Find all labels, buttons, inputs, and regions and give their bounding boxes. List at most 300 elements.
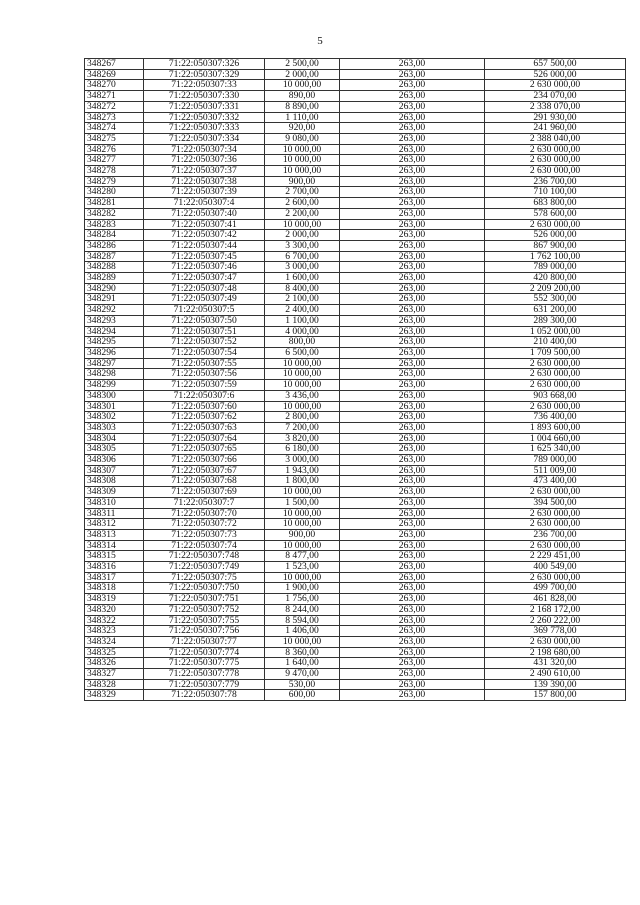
value-cell: 236 700,00	[485, 529, 626, 540]
rate-cell: 263,00	[340, 433, 485, 444]
cadastral-number-cell: 71:22:050307:7	[144, 497, 265, 508]
page-number: 5	[317, 35, 323, 47]
area-cell: 8 594,00	[265, 615, 340, 626]
cadastral-number-cell: 71:22:050307:775	[144, 658, 265, 669]
cadastral-number-cell: 71:22:050307:45	[144, 251, 265, 262]
row-number-cell: 348317	[85, 572, 144, 583]
value-cell: 1 004 660,00	[485, 433, 626, 444]
table-row	[85, 155, 626, 166]
value-cell: 461 828,00	[485, 594, 626, 605]
row-number-cell: 348313	[85, 529, 144, 540]
row-number-cell: 348292	[85, 305, 144, 316]
rate-cell: 263,00	[340, 497, 485, 508]
cadastral-number-cell: 71:22:050307:334	[144, 133, 265, 144]
cadastral-number-cell: 71:22:050307:60	[144, 401, 265, 412]
table-row	[85, 144, 626, 155]
area-cell: 10 000,00	[265, 144, 340, 155]
rate-cell: 263,00	[340, 647, 485, 658]
value-cell: 2 630 000,00	[485, 636, 626, 647]
value-cell: 736 400,00	[485, 412, 626, 423]
cadastral-number-cell: 71:22:050307:42	[144, 230, 265, 241]
value-cell: 552 300,00	[485, 294, 626, 305]
table-row	[85, 101, 626, 112]
area-cell: 10 000,00	[265, 540, 340, 551]
row-number-cell: 348324	[85, 636, 144, 647]
area-cell: 9 080,00	[265, 133, 340, 144]
row-number-cell: 348283	[85, 219, 144, 230]
rate-cell: 263,00	[340, 562, 485, 573]
area-cell: 8 890,00	[265, 101, 340, 112]
value-cell: 511 009,00	[485, 465, 626, 476]
table-row	[85, 380, 626, 391]
cadastral-number-cell: 71:22:050307:34	[144, 144, 265, 155]
area-cell: 10 000,00	[265, 380, 340, 391]
value-cell: 2 209 200,00	[485, 283, 626, 294]
cadastral-number-cell: 71:22:050307:36	[144, 155, 265, 166]
cadastral-number-cell: 71:22:050307:331	[144, 101, 265, 112]
table-row	[85, 358, 626, 369]
rate-cell: 263,00	[340, 615, 485, 626]
table-row	[85, 540, 626, 551]
area-cell: 10 000,00	[265, 401, 340, 412]
area-cell: 3 300,00	[265, 240, 340, 251]
row-number-cell: 348304	[85, 433, 144, 444]
cadastral-number-cell: 71:22:050307:44	[144, 240, 265, 251]
rate-cell: 263,00	[340, 294, 485, 305]
value-cell: 710 100,00	[485, 187, 626, 198]
row-number-cell: 348303	[85, 422, 144, 433]
area-cell: 920,00	[265, 123, 340, 134]
table-row	[85, 519, 626, 530]
row-number-cell: 348274	[85, 123, 144, 134]
table-body	[85, 59, 626, 701]
rate-cell: 263,00	[340, 112, 485, 123]
area-cell: 1 406,00	[265, 626, 340, 637]
table-row	[85, 658, 626, 669]
rate-cell: 263,00	[340, 123, 485, 134]
value-cell: 2 490 610,00	[485, 669, 626, 680]
value-cell: 1 709 500,00	[485, 347, 626, 358]
table-row	[85, 679, 626, 690]
area-cell: 10 000,00	[265, 572, 340, 583]
row-number-cell: 348277	[85, 155, 144, 166]
value-cell: 431 320,00	[485, 658, 626, 669]
rate-cell: 263,00	[340, 412, 485, 423]
rate-cell: 263,00	[340, 487, 485, 498]
table-row	[85, 219, 626, 230]
row-number-cell: 348326	[85, 658, 144, 669]
area-cell: 8 360,00	[265, 647, 340, 658]
row-number-cell: 348323	[85, 626, 144, 637]
value-cell: 2 630 000,00	[485, 572, 626, 583]
value-cell: 394 500,00	[485, 497, 626, 508]
value-cell: 1 893 600,00	[485, 422, 626, 433]
rate-cell: 263,00	[340, 390, 485, 401]
area-cell: 1 800,00	[265, 476, 340, 487]
cadastral-number-cell: 71:22:050307:750	[144, 583, 265, 594]
value-cell: 1 625 340,00	[485, 444, 626, 455]
row-number-cell: 348329	[85, 690, 144, 701]
cadastral-number-cell: 71:22:050307:40	[144, 208, 265, 219]
rate-cell: 263,00	[340, 358, 485, 369]
cadastral-number-cell: 71:22:050307:5	[144, 305, 265, 316]
table-row	[85, 262, 626, 273]
cadastral-number-cell: 71:22:050307:326	[144, 59, 265, 70]
area-cell: 1 900,00	[265, 583, 340, 594]
row-number-cell: 348322	[85, 615, 144, 626]
area-cell: 8 244,00	[265, 604, 340, 615]
table-row	[85, 283, 626, 294]
area-cell: 2 800,00	[265, 412, 340, 423]
cadastral-number-cell: 71:22:050307:74	[144, 540, 265, 551]
value-cell: 241 960,00	[485, 123, 626, 134]
rate-cell: 263,00	[340, 551, 485, 562]
area-cell: 10 000,00	[265, 636, 340, 647]
rate-cell: 263,00	[340, 658, 485, 669]
row-number-cell: 348294	[85, 326, 144, 337]
row-number-cell: 348290	[85, 283, 144, 294]
table-row	[85, 476, 626, 487]
row-number-cell: 348282	[85, 208, 144, 219]
cadastral-number-cell: 71:22:050307:330	[144, 91, 265, 102]
rate-cell: 263,00	[340, 144, 485, 155]
value-cell: 2 229 451,00	[485, 551, 626, 562]
value-cell: 903 668,00	[485, 390, 626, 401]
rate-cell: 263,00	[340, 155, 485, 166]
value-cell: 2 630 000,00	[485, 166, 626, 177]
rate-cell: 263,00	[340, 176, 485, 187]
value-cell: 400 549,00	[485, 562, 626, 573]
area-cell: 6 700,00	[265, 251, 340, 262]
value-cell: 289 300,00	[485, 315, 626, 326]
table-row	[85, 455, 626, 466]
rate-cell: 263,00	[340, 208, 485, 219]
cadastral-number-cell: 71:22:050307:55	[144, 358, 265, 369]
value-cell: 2 630 000,00	[485, 144, 626, 155]
cadastral-number-cell: 71:22:050307:69	[144, 487, 265, 498]
rate-cell: 263,00	[340, 572, 485, 583]
cadastral-number-cell: 71:22:050307:49	[144, 294, 265, 305]
value-cell: 2 198 680,00	[485, 647, 626, 658]
table-row	[85, 647, 626, 658]
cadastral-number-cell: 71:22:050307:64	[144, 433, 265, 444]
value-cell: 2 630 000,00	[485, 380, 626, 391]
area-cell: 1 943,00	[265, 465, 340, 476]
value-cell: 526 000,00	[485, 230, 626, 241]
row-number-cell: 348309	[85, 487, 144, 498]
table-row	[85, 433, 626, 444]
row-number-cell: 348328	[85, 679, 144, 690]
area-cell: 10 000,00	[265, 358, 340, 369]
row-number-cell: 348300	[85, 390, 144, 401]
rate-cell: 263,00	[340, 251, 485, 262]
row-number-cell: 348269	[85, 69, 144, 80]
row-number-cell: 348286	[85, 240, 144, 251]
cadastral-number-cell: 71:22:050307:329	[144, 69, 265, 80]
cadastral-number-cell: 71:22:050307:51	[144, 326, 265, 337]
row-number-cell: 348276	[85, 144, 144, 155]
area-cell: 10 000,00	[265, 508, 340, 519]
area-cell: 10 000,00	[265, 155, 340, 166]
cadastral-number-cell: 71:22:050307:37	[144, 166, 265, 177]
row-number-cell: 348280	[85, 187, 144, 198]
table-row	[85, 208, 626, 219]
value-cell: 867 900,00	[485, 240, 626, 251]
row-number-cell: 348301	[85, 401, 144, 412]
cadastral-number-cell: 71:22:050307:63	[144, 422, 265, 433]
area-cell: 1 640,00	[265, 658, 340, 669]
row-number-cell: 348306	[85, 455, 144, 466]
table-row	[85, 572, 626, 583]
value-cell: 657 500,00	[485, 59, 626, 70]
cadastral-number-cell: 71:22:050307:756	[144, 626, 265, 637]
row-number-cell: 348299	[85, 380, 144, 391]
row-number-cell: 348291	[85, 294, 144, 305]
cadastral-number-cell: 71:22:050307:56	[144, 369, 265, 380]
value-cell: 157 800,00	[485, 690, 626, 701]
area-cell: 1 523,00	[265, 562, 340, 573]
cadastral-number-cell: 71:22:050307:50	[144, 315, 265, 326]
area-cell: 9 470,00	[265, 669, 340, 680]
table-row	[85, 497, 626, 508]
row-number-cell: 348289	[85, 273, 144, 284]
rate-cell: 263,00	[340, 583, 485, 594]
cadastral-number-cell: 71:22:050307:75	[144, 572, 265, 583]
area-cell: 900,00	[265, 176, 340, 187]
cadastral-number-cell: 71:22:050307:755	[144, 615, 265, 626]
table-row	[85, 69, 626, 80]
row-number-cell: 348279	[85, 176, 144, 187]
table-row	[85, 422, 626, 433]
area-cell: 10 000,00	[265, 487, 340, 498]
rate-cell: 263,00	[340, 519, 485, 530]
value-cell: 789 000,00	[485, 455, 626, 466]
table-row	[85, 551, 626, 562]
row-number-cell: 348310	[85, 497, 144, 508]
rate-cell: 263,00	[340, 187, 485, 198]
rate-cell: 263,00	[340, 240, 485, 251]
table-row	[85, 369, 626, 380]
table-row	[85, 669, 626, 680]
rate-cell: 263,00	[340, 455, 485, 466]
rate-cell: 263,00	[340, 594, 485, 605]
table-row	[85, 59, 626, 70]
area-cell: 2 000,00	[265, 230, 340, 241]
table-row	[85, 80, 626, 91]
row-number-cell: 348305	[85, 444, 144, 455]
cadastral-number-cell: 71:22:050307:78	[144, 690, 265, 701]
table-row	[85, 305, 626, 316]
area-cell: 3 436,00	[265, 390, 340, 401]
row-number-cell: 348281	[85, 198, 144, 209]
row-number-cell: 348293	[85, 315, 144, 326]
table-row	[85, 594, 626, 605]
area-cell: 10 000,00	[265, 219, 340, 230]
rate-cell: 263,00	[340, 305, 485, 316]
cadastral-number-cell: 71:22:050307:73	[144, 529, 265, 540]
table-row	[85, 123, 626, 134]
cadastral-number-cell: 71:22:050307:70	[144, 508, 265, 519]
table-row	[85, 187, 626, 198]
row-number-cell: 348288	[85, 262, 144, 273]
table-row	[85, 562, 626, 573]
rate-cell: 263,00	[340, 91, 485, 102]
rate-cell: 263,00	[340, 422, 485, 433]
area-cell: 6 180,00	[265, 444, 340, 455]
table-row	[85, 166, 626, 177]
row-number-cell: 348307	[85, 465, 144, 476]
table-row	[85, 133, 626, 144]
cadastral-number-cell: 71:22:050307:774	[144, 647, 265, 658]
rate-cell: 263,00	[340, 626, 485, 637]
rate-cell: 263,00	[340, 315, 485, 326]
area-cell: 2 200,00	[265, 208, 340, 219]
area-cell: 3 000,00	[265, 262, 340, 273]
row-number-cell: 348278	[85, 166, 144, 177]
rate-cell: 263,00	[340, 369, 485, 380]
cadastral-number-cell: 71:22:050307:333	[144, 123, 265, 134]
area-cell: 1 110,00	[265, 112, 340, 123]
row-number-cell: 348271	[85, 91, 144, 102]
cadastral-number-cell: 71:22:050307:332	[144, 112, 265, 123]
rate-cell: 263,00	[340, 529, 485, 540]
rate-cell: 263,00	[340, 69, 485, 80]
value-cell: 499 700,00	[485, 583, 626, 594]
value-cell: 2 630 000,00	[485, 155, 626, 166]
cadastral-number-cell: 71:22:050307:77	[144, 636, 265, 647]
area-cell: 2 400,00	[265, 305, 340, 316]
cadastral-number-cell: 71:22:050307:48	[144, 283, 265, 294]
rate-cell: 263,00	[340, 669, 485, 680]
rate-cell: 263,00	[340, 166, 485, 177]
rate-cell: 263,00	[340, 101, 485, 112]
table-row	[85, 337, 626, 348]
row-number-cell: 348325	[85, 647, 144, 658]
table-row	[85, 251, 626, 262]
table-row	[85, 604, 626, 615]
row-number-cell: 348320	[85, 604, 144, 615]
rate-cell: 263,00	[340, 636, 485, 647]
row-number-cell: 348327	[85, 669, 144, 680]
rate-cell: 263,00	[340, 347, 485, 358]
area-cell: 800,00	[265, 337, 340, 348]
cadastral-number-cell: 71:22:050307:752	[144, 604, 265, 615]
table-row	[85, 326, 626, 337]
area-cell: 1 500,00	[265, 497, 340, 508]
row-number-cell: 348270	[85, 80, 144, 91]
area-cell: 4 000,00	[265, 326, 340, 337]
cadastral-number-cell: 71:22:050307:68	[144, 476, 265, 487]
area-cell: 2 000,00	[265, 69, 340, 80]
rate-cell: 263,00	[340, 508, 485, 519]
cadastral-number-cell: 71:22:050307:72	[144, 519, 265, 530]
area-cell: 1 100,00	[265, 315, 340, 326]
land-plot-table	[84, 58, 626, 701]
row-number-cell: 348298	[85, 369, 144, 380]
cadastral-number-cell: 71:22:050307:59	[144, 380, 265, 391]
cadastral-number-cell: 71:22:050307:751	[144, 594, 265, 605]
area-cell: 2 600,00	[265, 198, 340, 209]
value-cell: 2 630 000,00	[485, 219, 626, 230]
cadastral-number-cell: 71:22:050307:62	[144, 412, 265, 423]
area-cell: 900,00	[265, 529, 340, 540]
value-cell: 210 400,00	[485, 337, 626, 348]
table-row	[85, 690, 626, 701]
area-cell: 10 000,00	[265, 519, 340, 530]
table-row	[85, 273, 626, 284]
table-row	[85, 230, 626, 241]
row-number-cell: 348314	[85, 540, 144, 551]
cadastral-number-cell: 71:22:050307:748	[144, 551, 265, 562]
table-row	[85, 583, 626, 594]
area-cell: 10 000,00	[265, 369, 340, 380]
table-row	[85, 508, 626, 519]
area-cell: 3 820,00	[265, 433, 340, 444]
rate-cell: 263,00	[340, 465, 485, 476]
rate-cell: 263,00	[340, 444, 485, 455]
cadastral-number-cell: 71:22:050307:33	[144, 80, 265, 91]
value-cell: 2 168 172,00	[485, 604, 626, 615]
cadastral-number-cell: 71:22:050307:67	[144, 465, 265, 476]
value-cell: 2 338 070,00	[485, 101, 626, 112]
cadastral-number-cell: 71:22:050307:779	[144, 679, 265, 690]
cadastral-number-cell: 71:22:050307:41	[144, 219, 265, 230]
area-cell: 8 477,00	[265, 551, 340, 562]
row-number-cell: 348284	[85, 230, 144, 241]
area-cell: 6 500,00	[265, 347, 340, 358]
area-cell: 2 700,00	[265, 187, 340, 198]
rate-cell: 263,00	[340, 80, 485, 91]
cadastral-number-cell: 71:22:050307:46	[144, 262, 265, 273]
value-cell: 1 762 100,00	[485, 251, 626, 262]
table-row	[85, 240, 626, 251]
rate-cell: 263,00	[340, 273, 485, 284]
row-number-cell: 348267	[85, 59, 144, 70]
table-row	[85, 487, 626, 498]
rate-cell: 263,00	[340, 326, 485, 337]
row-number-cell: 348273	[85, 112, 144, 123]
value-cell: 2 630 000,00	[485, 519, 626, 530]
cadastral-number-cell: 71:22:050307:749	[144, 562, 265, 573]
value-cell: 578 600,00	[485, 208, 626, 219]
row-number-cell: 348311	[85, 508, 144, 519]
row-number-cell: 348275	[85, 133, 144, 144]
value-cell: 369 778,00	[485, 626, 626, 637]
value-cell: 236 700,00	[485, 176, 626, 187]
value-cell: 139 390,00	[485, 679, 626, 690]
area-cell: 3 000,00	[265, 455, 340, 466]
row-number-cell: 348296	[85, 347, 144, 358]
value-cell: 683 800,00	[485, 198, 626, 209]
value-cell: 2 630 000,00	[485, 508, 626, 519]
cadastral-number-cell: 71:22:050307:47	[144, 273, 265, 284]
table-row	[85, 626, 626, 637]
cadastral-number-cell: 71:22:050307:39	[144, 187, 265, 198]
rate-cell: 263,00	[340, 540, 485, 551]
row-number-cell: 348319	[85, 594, 144, 605]
row-number-cell: 348295	[85, 337, 144, 348]
area-cell: 530,00	[265, 679, 340, 690]
table-row	[85, 112, 626, 123]
table-row	[85, 615, 626, 626]
row-number-cell: 348302	[85, 412, 144, 423]
area-cell: 890,00	[265, 91, 340, 102]
value-cell: 789 000,00	[485, 262, 626, 273]
area-cell: 10 000,00	[265, 80, 340, 91]
row-number-cell: 348308	[85, 476, 144, 487]
value-cell: 2 630 000,00	[485, 80, 626, 91]
row-number-cell: 348312	[85, 519, 144, 530]
